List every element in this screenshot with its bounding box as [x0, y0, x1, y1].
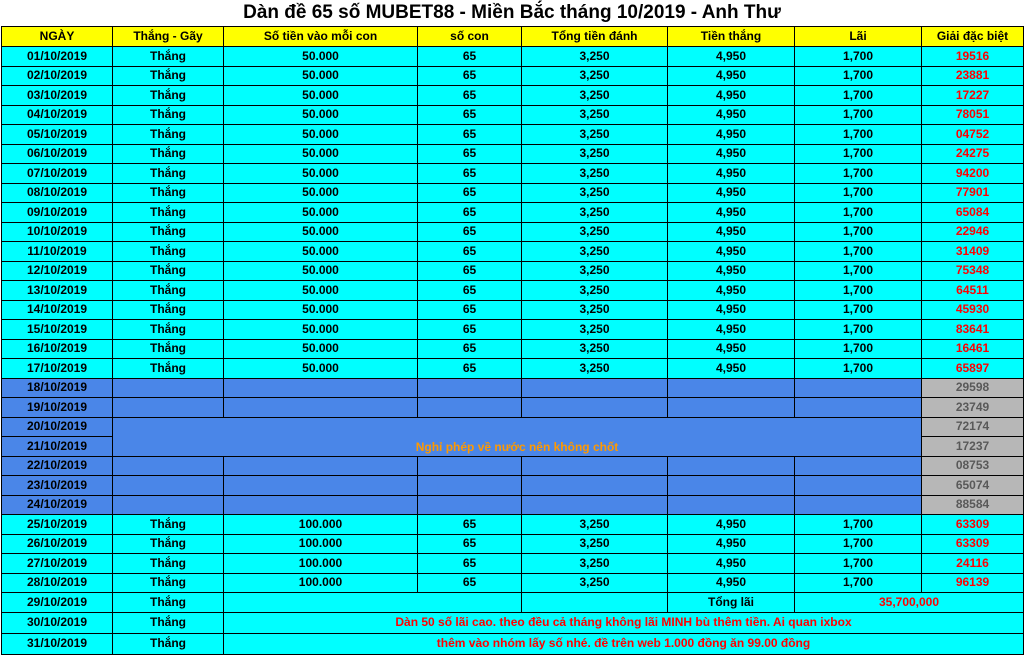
profit-cell: 1,700	[795, 144, 922, 164]
off-note: Nghỉ phép về nước nên không chốt	[113, 417, 922, 456]
result-cell: Thắng	[113, 593, 224, 613]
total-cell: 3,250	[522, 261, 668, 281]
count-cell: 65	[418, 300, 522, 320]
stake-cell: 50.000	[224, 164, 418, 184]
special-prize-cell: 29598	[922, 378, 1024, 398]
special-prize-cell: 63309	[922, 534, 1024, 554]
special-prize-cell: 23881	[922, 66, 1024, 86]
total-cell: 3,250	[522, 183, 668, 203]
date-cell: 18/10/2019	[2, 378, 113, 398]
win-cell: 4,950	[668, 300, 795, 320]
table-row	[2, 495, 1024, 515]
profit-cell: 1,700	[795, 125, 922, 145]
stake-cell: 100.000	[224, 534, 418, 554]
date-cell: 21/10/2019	[2, 437, 113, 457]
result-cell: Thắng	[113, 144, 224, 164]
win-cell: 4,950	[668, 573, 795, 593]
empty-cell	[795, 456, 922, 476]
win-cell: 4,950	[668, 203, 795, 223]
count-cell: 65	[418, 144, 522, 164]
empty-cell	[113, 476, 224, 496]
date-cell: 23/10/2019	[2, 476, 113, 496]
stake-cell: 50.000	[224, 339, 418, 359]
win-cell: 4,950	[668, 242, 795, 262]
empty-cell	[418, 456, 522, 476]
empty-cell	[418, 476, 522, 496]
date-cell: 16/10/2019	[2, 339, 113, 359]
total-cell: 3,250	[522, 222, 668, 242]
win-cell: 4,950	[668, 339, 795, 359]
special-prize-cell: 08753	[922, 456, 1024, 476]
stake-cell: 50.000	[224, 86, 418, 106]
special-prize-cell: 23749	[922, 398, 1024, 418]
result-cell: Thắng	[113, 125, 224, 145]
special-prize-cell: 63309	[922, 515, 1024, 535]
profit-cell: 1,700	[795, 105, 922, 125]
result-cell: Thắng	[113, 534, 224, 554]
special-prize-cell: 72174	[922, 417, 1024, 437]
special-prize-cell: 75348	[922, 261, 1024, 281]
special-prize-cell: 24275	[922, 144, 1024, 164]
result-cell: Thắng	[113, 339, 224, 359]
date-cell: 29/10/2019	[2, 593, 113, 613]
total-cell: 3,250	[522, 125, 668, 145]
date-cell: 13/10/2019	[2, 281, 113, 301]
special-prize-cell: 64511	[922, 281, 1024, 301]
stake-cell: 50.000	[224, 242, 418, 262]
count-cell: 65	[418, 86, 522, 106]
empty-cell	[224, 456, 418, 476]
date-cell: 15/10/2019	[2, 320, 113, 340]
date-cell: 26/10/2019	[2, 534, 113, 554]
win-cell: 4,950	[668, 86, 795, 106]
profit-cell: 1,700	[795, 339, 922, 359]
header-row	[2, 27, 1024, 47]
header-cell: Thắng - Gãy	[113, 27, 224, 47]
results-table	[1, 26, 1024, 655]
total-cell: 3,250	[522, 359, 668, 379]
empty-cell	[418, 495, 522, 515]
table-row	[2, 242, 1024, 262]
table-row	[2, 456, 1024, 476]
win-cell: 4,950	[668, 144, 795, 164]
date-cell: 31/10/2019	[2, 633, 113, 654]
summary-row	[2, 593, 1024, 613]
header-cell: Tiền thắng	[668, 27, 795, 47]
empty-cell	[113, 495, 224, 515]
date-cell: 07/10/2019	[2, 164, 113, 184]
table-row	[2, 398, 1024, 418]
special-prize-cell: 88584	[922, 495, 1024, 515]
count-cell: 65	[418, 66, 522, 86]
date-cell: 01/10/2019	[2, 47, 113, 67]
date-cell: 11/10/2019	[2, 242, 113, 262]
stake-cell: 50.000	[224, 105, 418, 125]
total-profit-value: 35,700,000	[795, 593, 1024, 613]
table-row	[2, 320, 1024, 340]
special-prize-cell: 04752	[922, 125, 1024, 145]
date-cell: 03/10/2019	[2, 86, 113, 106]
empty-cell	[668, 476, 795, 496]
special-prize-cell: 31409	[922, 242, 1024, 262]
win-cell: 4,950	[668, 534, 795, 554]
count-cell: 65	[418, 261, 522, 281]
date-cell: 28/10/2019	[2, 573, 113, 593]
result-cell: Thắng	[113, 105, 224, 125]
empty-cell	[522, 378, 668, 398]
result-cell: Thắng	[113, 612, 224, 633]
footer-note: thêm vào nhóm lấy số nhé. đề trên web 1.000 đồng ăn 99.00 đồng	[224, 633, 1024, 654]
date-cell: 08/10/2019	[2, 183, 113, 203]
empty-cell	[522, 456, 668, 476]
result-cell: Thắng	[113, 554, 224, 574]
table-row	[2, 612, 1024, 633]
date-cell: 10/10/2019	[2, 222, 113, 242]
table-row	[2, 339, 1024, 359]
table-row	[2, 105, 1024, 125]
table-row	[2, 66, 1024, 86]
date-cell: 09/10/2019	[2, 203, 113, 223]
stake-cell: 100.000	[224, 573, 418, 593]
table-row	[2, 86, 1024, 106]
date-cell: 17/10/2019	[2, 359, 113, 379]
empty-cell	[113, 398, 224, 418]
count-cell: 65	[418, 183, 522, 203]
win-cell: 4,950	[668, 222, 795, 242]
count-cell: 65	[418, 47, 522, 67]
stake-cell: 50.000	[224, 125, 418, 145]
empty-cell	[668, 398, 795, 418]
empty-cell	[795, 378, 922, 398]
stake-cell: 50.000	[224, 183, 418, 203]
total-cell: 3,250	[522, 86, 668, 106]
stake-cell: 100.000	[224, 515, 418, 535]
table-row	[2, 125, 1024, 145]
table-row	[2, 261, 1024, 281]
empty-cell	[224, 476, 418, 496]
result-cell: Thắng	[113, 183, 224, 203]
special-prize-cell: 24116	[922, 554, 1024, 574]
empty-cell	[224, 495, 418, 515]
result-cell: Thắng	[113, 573, 224, 593]
special-prize-cell: 78051	[922, 105, 1024, 125]
win-cell: 4,950	[668, 359, 795, 379]
empty-cell	[522, 398, 668, 418]
date-cell: 24/10/2019	[2, 495, 113, 515]
count-cell: 65	[418, 320, 522, 340]
table-row	[2, 378, 1024, 398]
special-prize-cell: 65084	[922, 203, 1024, 223]
header-cell: NGÀY	[2, 27, 113, 47]
win-cell: 4,950	[668, 66, 795, 86]
count-cell: 65	[418, 203, 522, 223]
special-prize-cell: 19516	[922, 47, 1024, 67]
win-cell: 4,950	[668, 261, 795, 281]
win-cell: 4,950	[668, 125, 795, 145]
profit-cell: 1,700	[795, 47, 922, 67]
result-cell: Thắng	[113, 300, 224, 320]
profit-cell: 1,700	[795, 86, 922, 106]
special-prize-cell: 96139	[922, 573, 1024, 593]
table-row	[2, 417, 1024, 437]
result-cell: Thắng	[113, 66, 224, 86]
empty-cell	[668, 495, 795, 515]
table-row	[2, 573, 1024, 593]
total-cell: 3,250	[522, 105, 668, 125]
empty-cell	[668, 378, 795, 398]
profit-cell: 1,700	[795, 66, 922, 86]
empty-cell	[224, 593, 522, 613]
profit-cell: 1,700	[795, 261, 922, 281]
total-cell: 3,250	[522, 515, 668, 535]
count-cell: 65	[418, 359, 522, 379]
table-row	[2, 633, 1024, 654]
date-cell: 04/10/2019	[2, 105, 113, 125]
count-cell: 65	[418, 105, 522, 125]
sheet-title: Dàn đề 65 số MUBET88 - Miền Bắc tháng 10/2019 - Anh Thư	[0, 0, 1024, 26]
date-cell: 20/10/2019	[2, 417, 113, 437]
total-cell: 3,250	[522, 144, 668, 164]
profit-cell: 1,700	[795, 281, 922, 301]
table-row	[2, 144, 1024, 164]
total-cell: 3,250	[522, 554, 668, 574]
count-cell: 65	[418, 573, 522, 593]
count-cell: 65	[418, 222, 522, 242]
total-cell: 3,250	[522, 339, 668, 359]
profit-cell: 1,700	[795, 300, 922, 320]
total-cell: 3,250	[522, 164, 668, 184]
win-cell: 4,950	[668, 554, 795, 574]
profit-cell: 1,700	[795, 359, 922, 379]
result-cell: Thắng	[113, 86, 224, 106]
special-prize-cell: 77901	[922, 183, 1024, 203]
table-row	[2, 222, 1024, 242]
win-cell: 4,950	[668, 183, 795, 203]
table-row	[2, 183, 1024, 203]
count-cell: 65	[418, 554, 522, 574]
empty-cell	[795, 495, 922, 515]
stake-cell: 50.000	[224, 359, 418, 379]
profit-cell: 1,700	[795, 320, 922, 340]
special-prize-cell: 94200	[922, 164, 1024, 184]
total-cell: 3,250	[522, 534, 668, 554]
special-prize-cell: 16461	[922, 339, 1024, 359]
stake-cell: 50.000	[224, 47, 418, 67]
count-cell: 65	[418, 164, 522, 184]
stake-cell: 50.000	[224, 261, 418, 281]
win-cell: 4,950	[668, 47, 795, 67]
result-cell: Thắng	[113, 203, 224, 223]
special-prize-cell: 22946	[922, 222, 1024, 242]
table-row	[2, 515, 1024, 535]
empty-cell	[224, 398, 418, 418]
count-cell: 65	[418, 125, 522, 145]
total-cell: 3,250	[522, 573, 668, 593]
win-cell: 4,950	[668, 105, 795, 125]
empty-cell	[113, 378, 224, 398]
result-cell: Thắng	[113, 242, 224, 262]
profit-cell: 1,700	[795, 515, 922, 535]
result-cell: Thắng	[113, 47, 224, 67]
date-cell: 27/10/2019	[2, 554, 113, 574]
win-cell: 4,950	[668, 281, 795, 301]
profit-cell: 1,700	[795, 554, 922, 574]
table-row	[2, 359, 1024, 379]
count-cell: 65	[418, 515, 522, 535]
date-cell: 12/10/2019	[2, 261, 113, 281]
empty-cell	[418, 398, 522, 418]
stake-cell: 50.000	[224, 66, 418, 86]
stake-cell: 50.000	[224, 281, 418, 301]
profit-cell: 1,700	[795, 203, 922, 223]
table-row	[2, 476, 1024, 496]
date-cell: 02/10/2019	[2, 66, 113, 86]
result-cell: Thắng	[113, 320, 224, 340]
win-cell: 4,950	[668, 320, 795, 340]
empty-cell	[795, 476, 922, 496]
count-cell: 65	[418, 534, 522, 554]
date-cell: 06/10/2019	[2, 144, 113, 164]
date-cell: 14/10/2019	[2, 300, 113, 320]
date-cell: 25/10/2019	[2, 515, 113, 535]
empty-cell	[522, 495, 668, 515]
table-row	[2, 554, 1024, 574]
date-cell: 30/10/2019	[2, 612, 113, 633]
date-cell: 19/10/2019	[2, 398, 113, 418]
empty-cell	[795, 398, 922, 418]
count-cell: 65	[418, 281, 522, 301]
stake-cell: 50.000	[224, 320, 418, 340]
special-prize-cell: 17227	[922, 86, 1024, 106]
stake-cell: 50.000	[224, 222, 418, 242]
special-prize-cell: 65897	[922, 359, 1024, 379]
profit-cell: 1,700	[795, 573, 922, 593]
total-cell: 3,250	[522, 203, 668, 223]
empty-cell	[522, 476, 668, 496]
header-cell: Lãi	[795, 27, 922, 47]
stake-cell: 100.000	[224, 554, 418, 574]
table-row	[2, 300, 1024, 320]
stake-cell: 50.000	[224, 203, 418, 223]
table-row	[2, 534, 1024, 554]
result-cell: Thắng	[113, 261, 224, 281]
profit-cell: 1,700	[795, 534, 922, 554]
header-cell: Giải đặc biệt	[922, 27, 1024, 47]
table-row	[2, 203, 1024, 223]
total-cell: 3,250	[522, 47, 668, 67]
table-row	[2, 281, 1024, 301]
header-cell: Số tiền vào mỗi con	[224, 27, 418, 47]
total-cell: 3,250	[522, 320, 668, 340]
win-cell: 4,950	[668, 515, 795, 535]
result-cell: Thắng	[113, 359, 224, 379]
profit-cell: 1,700	[795, 242, 922, 262]
total-profit-label: Tổng lãi	[668, 593, 795, 613]
empty-cell	[418, 378, 522, 398]
table-row	[2, 47, 1024, 67]
stake-cell: 50.000	[224, 144, 418, 164]
result-cell: Thắng	[113, 281, 224, 301]
date-cell: 05/10/2019	[2, 125, 113, 145]
stake-cell: 50.000	[224, 300, 418, 320]
special-prize-cell: 45930	[922, 300, 1024, 320]
result-cell: Thắng	[113, 222, 224, 242]
result-cell: Thắng	[113, 633, 224, 654]
special-prize-cell: 83641	[922, 320, 1024, 340]
table-row	[2, 164, 1024, 184]
result-cell: Thắng	[113, 515, 224, 535]
empty-cell	[668, 456, 795, 476]
profit-cell: 1,700	[795, 183, 922, 203]
win-cell: 4,950	[668, 164, 795, 184]
result-cell: Thắng	[113, 164, 224, 184]
empty-cell	[522, 593, 668, 613]
profit-cell: 1,700	[795, 222, 922, 242]
footer-note: Dàn 50 số lãi cao. theo đều cả tháng không lãi MINH bù thêm tiền. Ai quan ixbox	[224, 612, 1024, 633]
total-cell: 3,250	[522, 300, 668, 320]
total-cell: 3,250	[522, 66, 668, 86]
total-cell: 3,250	[522, 281, 668, 301]
empty-cell	[113, 456, 224, 476]
count-cell: 65	[418, 339, 522, 359]
special-prize-cell: 17237	[922, 437, 1024, 457]
count-cell: 65	[418, 242, 522, 262]
special-prize-cell: 65074	[922, 476, 1024, 496]
total-cell: 3,250	[522, 242, 668, 262]
date-cell: 22/10/2019	[2, 456, 113, 476]
profit-cell: 1,700	[795, 164, 922, 184]
header-cell: Tổng tiền đánh	[522, 27, 668, 47]
header-cell: số con	[418, 27, 522, 47]
empty-cell	[224, 378, 418, 398]
